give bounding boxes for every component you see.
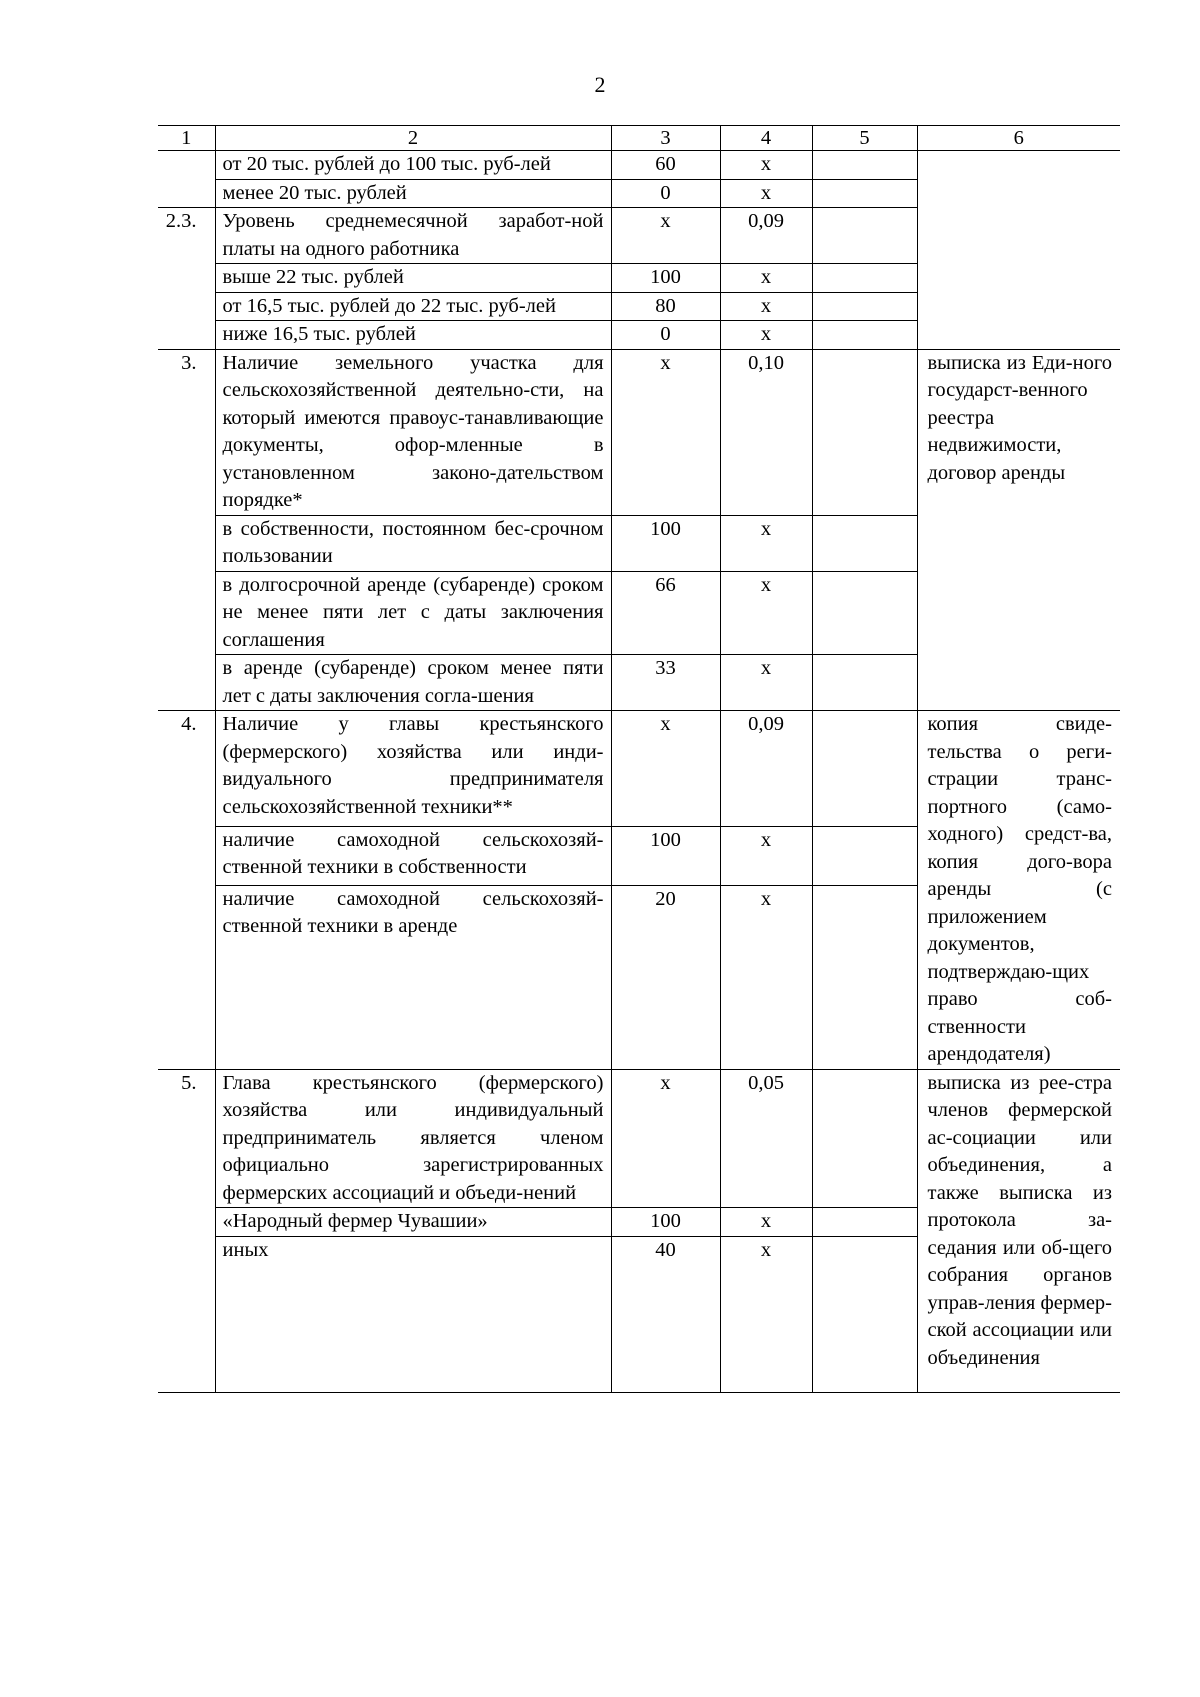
value-cell — [812, 515, 917, 571]
documents-cell-land: выписка из Еди-ного государст-венного реестра недвижимости, договор аренды — [917, 349, 1120, 711]
value-cell — [812, 1069, 917, 1208]
score-cell: 100 — [611, 826, 720, 885]
value-cell — [812, 179, 917, 208]
row-number: 4. — [158, 711, 215, 1070]
criterion-text: от 20 тыс. рублей до 100 тыс. руб-лей — [215, 151, 611, 180]
score-cell: 60 — [611, 151, 720, 180]
criterion-text: от 16,5 тыс. рублей до 22 тыс. руб-лей — [215, 292, 611, 321]
value-cell — [812, 349, 917, 515]
value-cell — [812, 1208, 917, 1237]
score-cell: х — [611, 349, 720, 515]
criterion-text: в аренде (субаренде) сроком менее пяти лет с даты заключения согла-шения — [215, 655, 611, 711]
score-cell: х — [611, 711, 720, 827]
weight-cell: 0,09 — [720, 711, 812, 827]
value-cell — [812, 264, 917, 293]
weight-cell: х — [720, 655, 812, 711]
documents-cell-association: выписка из рее-стра членов фермерской ас-социации или объединения, а также выписка из протокола за-седания или об-щего собрания органов управ-ления фермер-ской ассоциации или объединения — [917, 1069, 1120, 1392]
weight-cell: х — [720, 1236, 812, 1392]
score-cell: х — [611, 1069, 720, 1208]
value-cell — [812, 1236, 917, 1392]
score-cell: 40 — [611, 1236, 720, 1392]
score-cell: 100 — [611, 515, 720, 571]
weight-cell: х — [720, 264, 812, 293]
criterion-text: наличие самоходной сельскохозяй-ственной техники в собственности — [215, 826, 611, 885]
criterion-text: иных — [215, 1236, 611, 1392]
row-number: 3. — [158, 349, 215, 711]
documents-cell-empty — [917, 151, 1120, 350]
header-col-3: 3 — [611, 126, 720, 151]
weight-cell: х — [720, 1208, 812, 1237]
criterion-text: «Народный фермер Чувашии» — [215, 1208, 611, 1237]
header-col-2: 2 — [215, 126, 611, 151]
value-cell — [812, 571, 917, 655]
value-cell — [812, 321, 917, 350]
weight-cell: х — [720, 826, 812, 885]
weight-cell: 0,09 — [720, 208, 812, 264]
value-cell — [812, 885, 917, 1069]
weight-cell: х — [720, 885, 812, 1069]
weight-cell: х — [720, 151, 812, 180]
weight-cell: 0,10 — [720, 349, 812, 515]
score-cell: 66 — [611, 571, 720, 655]
value-cell — [812, 292, 917, 321]
score-cell: 100 — [611, 264, 720, 293]
table-header-row — [158, 126, 1120, 151]
table-row — [158, 1069, 1120, 1208]
header-col-5: 5 — [812, 126, 917, 151]
page-number: 2 — [594, 72, 606, 97]
score-cell: 80 — [611, 292, 720, 321]
weight-cell: х — [720, 321, 812, 350]
table-row — [158, 151, 1120, 180]
criteria-table — [158, 125, 1120, 1393]
weight-cell: х — [720, 179, 812, 208]
header-col-4: 4 — [720, 126, 812, 151]
criterion-text: в долгосрочной аренде (субаренде) сроком не менее пяти лет с даты заключения соглашения — [215, 571, 611, 655]
value-cell — [812, 655, 917, 711]
weight-cell: 0,05 — [720, 1069, 812, 1208]
score-cell: 20 — [611, 885, 720, 1069]
criterion-text: в собственности, постоянном бес-срочном пользовании — [215, 515, 611, 571]
row-number: 5. — [158, 1069, 215, 1392]
row-number — [158, 151, 215, 208]
criterion-text: менее 20 тыс. рублей — [215, 179, 611, 208]
criterion-text: наличие самоходной сельскохозяй-ственной техники в аренде — [215, 885, 611, 1069]
value-cell — [812, 826, 917, 885]
score-cell: 0 — [611, 179, 720, 208]
documents-cell-machinery: копия свиде-тельства о реги-страции транс-портного (само-ходного) средст-ва, копия дого-вора аренды (с приложением документов, подтверждаю-щих право соб-ственности арендодателя) — [917, 711, 1120, 1070]
score-cell: х — [611, 208, 720, 264]
weight-cell: х — [720, 292, 812, 321]
value-cell — [812, 151, 917, 180]
score-cell: 0 — [611, 321, 720, 350]
score-cell: 33 — [611, 655, 720, 711]
value-cell — [812, 208, 917, 264]
header-col-6: 6 — [917, 126, 1120, 151]
table-row — [158, 711, 1120, 827]
criterion-text: ниже 16,5 тыс. рублей — [215, 321, 611, 350]
criterion-text: выше 22 тыс. рублей — [215, 264, 611, 293]
criterion-text: Уровень среднемесячной заработ-ной платы на одного работника — [215, 208, 611, 264]
value-cell — [812, 711, 917, 827]
weight-cell: х — [720, 571, 812, 655]
weight-cell: х — [720, 515, 812, 571]
header-col-1: 1 — [158, 126, 215, 151]
score-cell: 100 — [611, 1208, 720, 1237]
criterion-text: Глава крестьянского (фермерского) хозяйства или индивидуальный предприниматель является членом официально зарегистрированных фермерских ассоциаций и объеди-нений — [215, 1069, 611, 1208]
row-number: 2.3. — [158, 208, 215, 350]
table-row — [158, 349, 1120, 515]
criterion-text: Наличие у главы крестьянского (фермерского) хозяйства или инди-видуального предпринимателя сельскохозяйственной техники** — [215, 711, 611, 827]
criterion-text: Наличие земельного участка для сельскохозяйственной деятельно-сти, на который имеются правоус-танавливающие документы, офор-мленные в установленном законо-дательством порядке* — [215, 349, 611, 515]
